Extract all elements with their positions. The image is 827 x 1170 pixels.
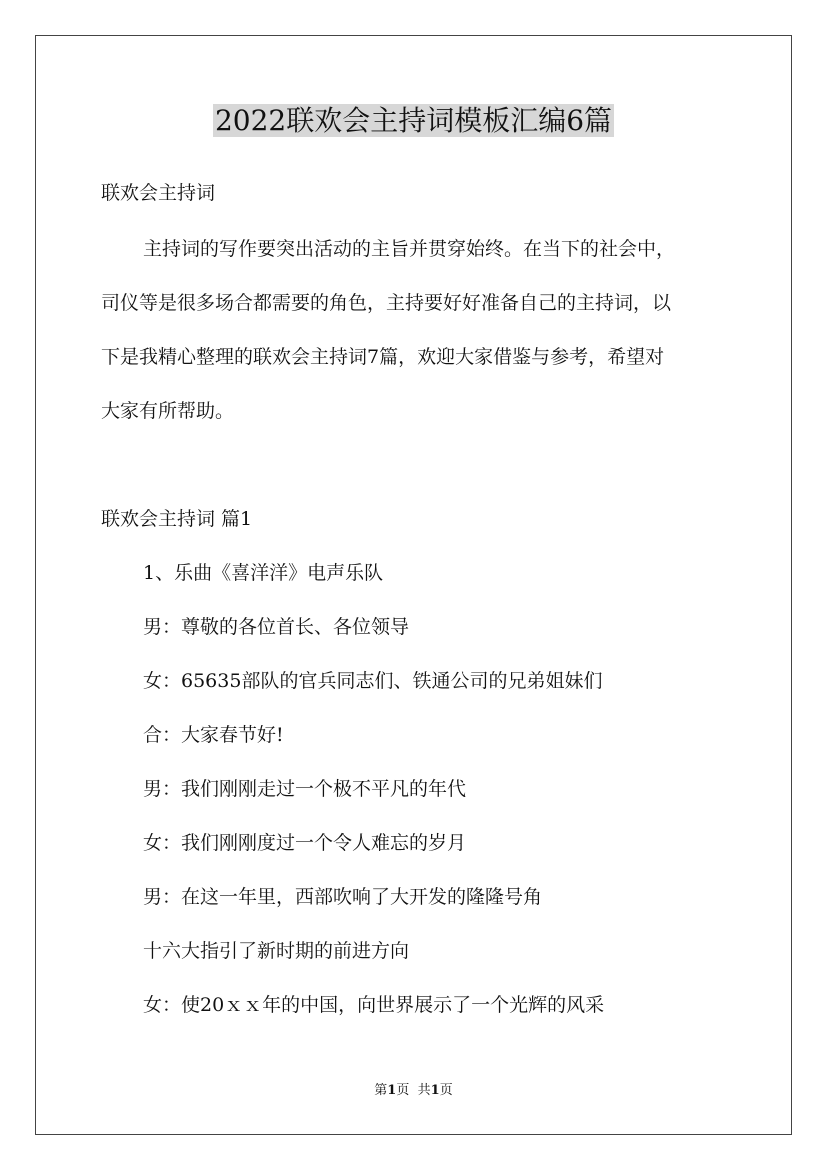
- page-prefix: 第: [374, 1083, 388, 1098]
- script-line-2: 男：尊敬的各位首长、各位领导: [143, 616, 410, 638]
- total-pages: 1: [430, 1083, 440, 1098]
- script-line-5: 男：我们刚刚走过一个极不平凡的年代: [143, 778, 467, 800]
- document-title-text: 2022联欢会主持词模板汇编6篇: [214, 104, 613, 137]
- script-line-7: 男：在这一年里，西部吹响了大开发的隆隆号角: [143, 886, 543, 908]
- script-line-3: 女：65635部队的官兵同志们、铁通公司的兄弟姐妹们: [143, 670, 603, 692]
- total-prefix: 共: [417, 1083, 431, 1098]
- part-heading: 联欢会主持词 篇1: [101, 508, 253, 530]
- script-line-9: 女：使20ｘｘ年的中国，向世界展示了一个光辉的风采: [143, 994, 605, 1016]
- total-suffix: 页: [439, 1083, 453, 1098]
- intro-line-2: 司仪等是很多场合都需要的角色，主持要好好准备自己的主持词，以: [101, 292, 672, 314]
- script-line-6: 女：我们刚刚度过一个令人难忘的岁月: [143, 832, 467, 854]
- intro-line-1: 主持词的写作要突出活动的主旨并贯穿始终。在当下的社会中，: [143, 238, 676, 260]
- section-heading: 联欢会主持词: [101, 182, 216, 204]
- script-line-8: 十六大指引了新时期的前进方向: [143, 940, 410, 962]
- intro-line-4: 大家有所帮助。: [101, 400, 235, 422]
- intro-line-3: 下是我精心整理的联欢会主持词7篇，欢迎大家借鉴与参考，希望对: [101, 346, 665, 368]
- script-line-1: 1、乐曲《喜洋洋》电声乐队: [143, 562, 384, 584]
- page-footer: [0, 1082, 827, 1100]
- script-line-4: 合：大家春节好!: [143, 724, 284, 746]
- page-number: 1: [387, 1083, 397, 1098]
- page-suffix: 页: [396, 1083, 410, 1098]
- document-title: [0, 100, 827, 142]
